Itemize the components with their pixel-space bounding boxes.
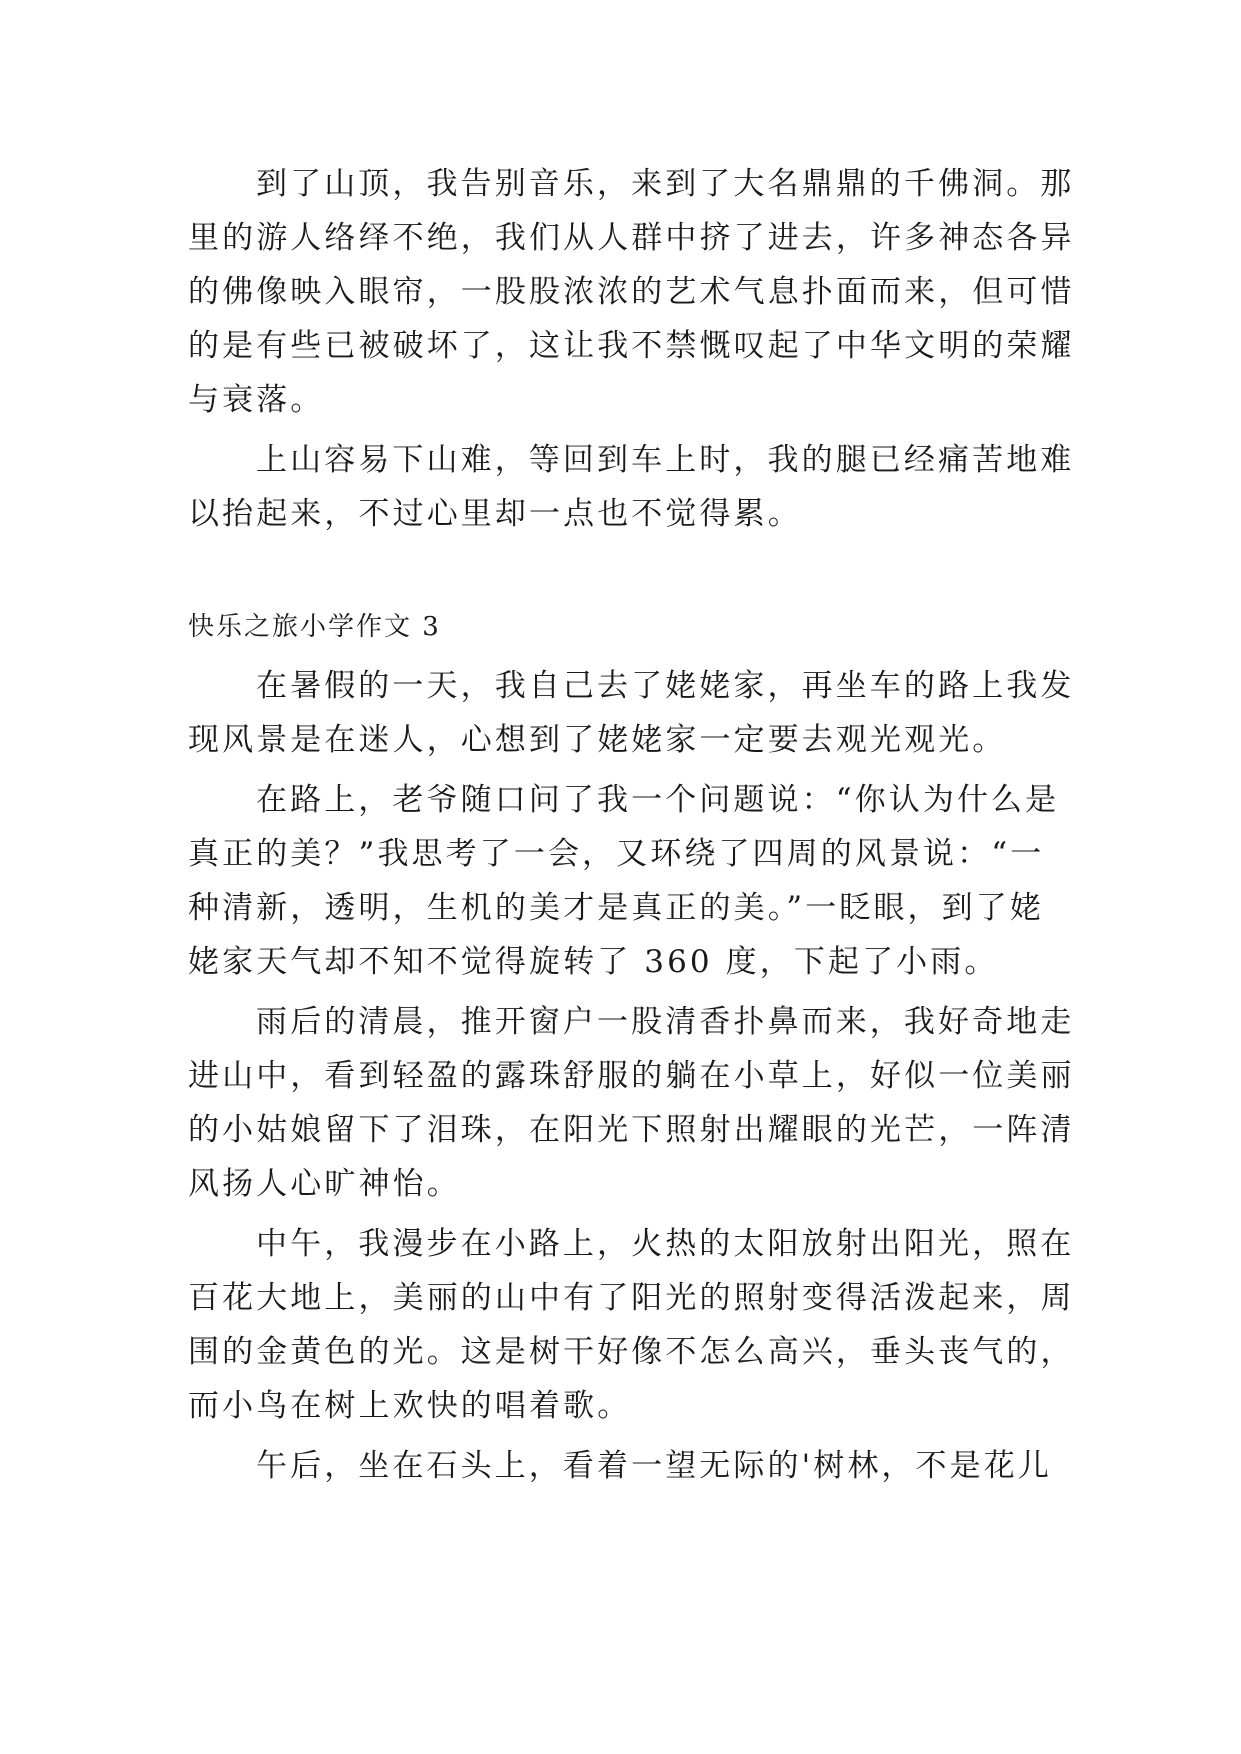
text-line: 到了山顶，我告别音乐，来到了大名鼎鼎的千佛洞。那 xyxy=(256,166,1075,202)
text-line: 雨后的清晨，推开窗户一股清香扑鼻而来，我好奇地走 xyxy=(256,1004,1075,1040)
text-line: 上山容易下山难，等回到车上时，我的腿已经痛苦地难 xyxy=(256,442,1075,478)
text-line: 以抬起来，不过心里却一点也不觉得累。 xyxy=(188,496,802,532)
text-line: 种清新，透明，生机的美才是真正的美。”一眨眼，到了姥 xyxy=(188,890,1044,926)
text-line: 中午，我漫步在小路上，火热的太阳放射出阳光，照在 xyxy=(256,1226,1075,1262)
text-line: 在暑假的一天，我自己去了姥姥家，再坐车的路上我发 xyxy=(256,668,1075,704)
text-line: 百花大地上，美丽的山中有了阳光的照射变得活泼起来，周 xyxy=(188,1280,1075,1316)
text-line: 与衰落。 xyxy=(188,382,325,418)
text-line: 现风景是在迷人，心想到了姥姥家一定要去观光观光。 xyxy=(188,722,1007,758)
text-line: 里的游人络绎不绝，我们从人群中挤了进去，许多神态各异 xyxy=(188,220,1075,256)
text-line: 午后，坐在石头上，看着一望无际的'树林，不是花儿 xyxy=(256,1448,1052,1484)
text-line: 的佛像映入眼帘，一股股浓浓的艺术气息扑面而来，但可惜 xyxy=(188,274,1075,310)
text-line: 的小姑娘留下了泪珠，在阳光下照射出耀眼的光芒，一阵清 xyxy=(188,1112,1075,1148)
text-line: 风扬人心旷神怡。 xyxy=(188,1166,461,1202)
text-line: 进山中，看到轻盈的露珠舒服的躺在小草上，好似一位美丽 xyxy=(188,1058,1075,1094)
text-line: 在路上，老爷随口问了我一个问题说：“你认为什么是 xyxy=(256,782,1060,818)
section-heading: 快乐之旅小学作文 3 xyxy=(188,612,441,642)
text-line: 的是有些已被破坏了，这让我不禁慨叹起了中华文明的荣耀 xyxy=(188,328,1075,364)
text-line: 围的金黄色的光。这是树干好像不怎么高兴，垂头丧气的， xyxy=(188,1334,1075,1370)
text-line: 姥家天气却不知不觉得旋转了 360 度，下起了小雨。 xyxy=(188,944,999,980)
text-line: 而小鸟在树上欢快的唱着歌。 xyxy=(188,1388,632,1424)
text-line: 真正的美？”我思考了一会，又环绕了四周的风景说：“一 xyxy=(188,836,1045,872)
